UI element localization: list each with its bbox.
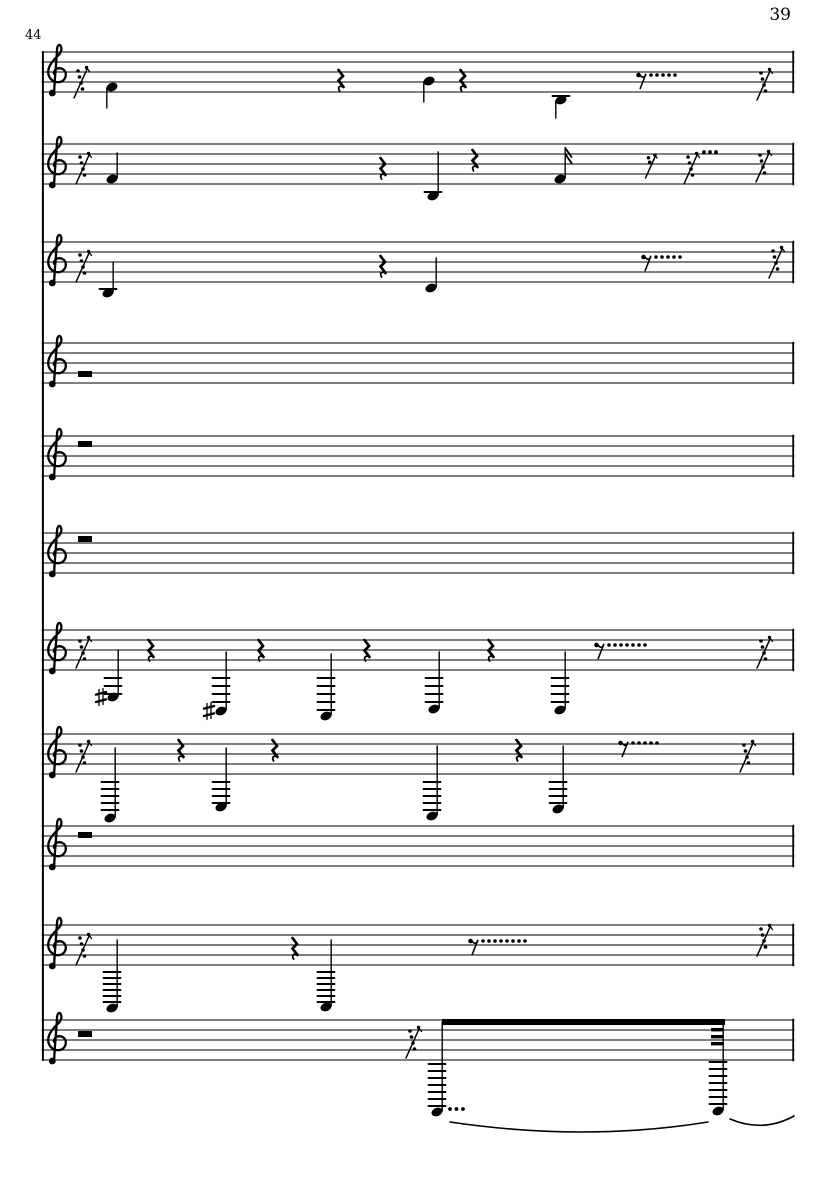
grace-dot <box>78 253 82 257</box>
augmentation-dot <box>461 1107 465 1111</box>
rest-dot <box>649 741 653 745</box>
grace-dot <box>747 761 751 765</box>
grace-dot <box>83 761 87 765</box>
grace-dot <box>80 259 84 263</box>
treble-clef-icon <box>48 137 66 188</box>
grace-dot <box>771 249 775 253</box>
quarter-rest-hook <box>293 954 298 959</box>
slur <box>450 1122 708 1132</box>
quarter-rest-hook <box>273 756 278 761</box>
grace-dot <box>78 936 82 940</box>
beam-stub <box>711 1028 723 1031</box>
beam-stub <box>711 1035 723 1038</box>
staff-4 <box>42 336 794 387</box>
grace-dot <box>774 261 778 265</box>
staff-10 <box>42 918 794 1014</box>
grace-dot <box>78 639 82 643</box>
rest-dot <box>667 73 671 77</box>
eighth-rest <box>636 73 646 89</box>
grace-dot <box>78 155 82 159</box>
rest-dot <box>672 255 676 259</box>
whole-rest <box>78 1031 92 1037</box>
rest-dot <box>481 939 485 943</box>
quarter-rest <box>293 938 298 959</box>
eighth-rest <box>468 939 478 955</box>
quarter-rest-body <box>489 640 494 657</box>
quarter-rest <box>339 70 344 91</box>
grace-dot <box>648 160 652 164</box>
grace-dot <box>686 155 690 159</box>
rest-dot <box>666 255 670 259</box>
grace-dot <box>410 1035 414 1039</box>
rest-dot <box>655 73 659 77</box>
grace-dot <box>689 167 693 171</box>
grace-dot <box>83 657 87 661</box>
treble-clef-icon <box>48 526 66 577</box>
rest-dot <box>660 255 664 259</box>
slur <box>730 1116 794 1125</box>
quarter-rest-body <box>461 70 466 87</box>
grace-dot <box>81 948 85 952</box>
grace-dot <box>81 755 85 759</box>
rest-dot <box>631 741 635 745</box>
clef-tail-dot <box>49 90 56 97</box>
treble-clef-icon <box>48 819 66 870</box>
rest-dot <box>607 643 611 647</box>
treble-clef-icon <box>48 918 66 969</box>
clef-tail-dot <box>49 772 56 779</box>
grace-dot <box>745 755 749 759</box>
sharp-icon <box>204 713 214 716</box>
clef-tail-dot <box>49 963 56 970</box>
grace-dot <box>759 71 763 75</box>
rest-dot <box>637 741 641 745</box>
quarter-rest-hook <box>461 86 466 91</box>
treble-clef-icon <box>48 727 66 778</box>
quarter-rest-hook <box>381 272 386 277</box>
whole-rest <box>78 371 92 377</box>
grace-dot <box>762 651 766 655</box>
clef-tail-dot <box>49 474 56 481</box>
grace-dot <box>80 645 84 649</box>
grace-dot <box>759 639 763 643</box>
rest-dot <box>499 939 503 943</box>
grace-dot <box>81 167 85 171</box>
clef-tail-dot <box>49 571 56 578</box>
whole-rest <box>78 832 92 838</box>
rest-dot <box>517 939 521 943</box>
quarter-rest-body <box>339 70 344 87</box>
beam-stub <box>711 1042 723 1045</box>
rest-dot <box>511 939 515 943</box>
staff-1 <box>42 45 794 118</box>
grace-dot <box>80 749 84 753</box>
rest-dot <box>523 939 527 943</box>
grace-dot <box>411 1041 415 1045</box>
quarter-rest-hook <box>381 174 386 179</box>
grace-dot <box>78 75 82 79</box>
grace-dot <box>761 645 765 649</box>
rest-dot <box>661 73 665 77</box>
quarter-rest-body <box>149 640 154 657</box>
rest-dot <box>505 939 509 943</box>
clef-tail-dot <box>49 864 56 871</box>
clef-tail-dot <box>49 668 56 675</box>
quarter-rest-hook <box>517 756 522 761</box>
clef-tail-dot <box>49 1058 56 1065</box>
quarter-rest <box>381 158 386 179</box>
treble-clef-icon <box>48 336 66 387</box>
whole-rest <box>78 441 92 447</box>
quarter-rest <box>273 740 278 761</box>
quarter-rest <box>473 150 478 171</box>
rest-dot <box>619 643 623 647</box>
grace-dot <box>761 77 765 81</box>
grace-dot <box>647 156 651 160</box>
rest-dot <box>493 939 497 943</box>
grace-dot <box>763 171 767 175</box>
tremolo-beam <box>442 1019 725 1025</box>
augmentation-dot <box>455 1107 459 1111</box>
treble-clef-icon <box>48 235 66 286</box>
rest-dot <box>654 255 658 259</box>
rest-dot <box>643 643 647 647</box>
treble-clef-icon <box>48 1013 66 1064</box>
clef-tail-dot <box>49 381 56 388</box>
staff-3 <box>42 235 794 299</box>
staff-11 <box>42 1013 794 1132</box>
augmentation-dot <box>708 150 712 154</box>
rest-dot <box>643 741 647 745</box>
grace-dot <box>83 954 87 958</box>
quarter-rest <box>461 70 466 91</box>
grace-dot <box>81 651 85 655</box>
rest-dot <box>673 73 677 77</box>
grace-slash <box>646 156 656 179</box>
grace-dot <box>773 255 777 259</box>
grace-dot <box>79 81 83 85</box>
eighth-rest <box>594 643 604 659</box>
rest-dot <box>649 73 653 77</box>
grace-dot <box>78 743 82 747</box>
rest-dot <box>631 643 635 647</box>
measure-number: 44 <box>25 28 42 43</box>
grace-dot <box>80 942 84 946</box>
quarter-rest <box>179 740 184 761</box>
grace-dot <box>76 69 80 73</box>
staff-9 <box>42 819 794 870</box>
grace-dot <box>764 89 768 93</box>
eighth-rest <box>641 255 651 271</box>
grace-dot <box>688 161 692 165</box>
grace-dot <box>776 267 780 271</box>
staff-2 <box>42 137 794 202</box>
grace-dot <box>762 939 766 943</box>
grace-dot <box>81 265 85 269</box>
rest-dot <box>678 255 682 259</box>
grace-dot <box>759 927 763 931</box>
quarter-rest-body <box>365 640 370 657</box>
staff-5 <box>42 429 794 480</box>
quarter-rest <box>517 740 522 761</box>
treble-clef-icon <box>48 45 66 96</box>
rest-dot <box>655 741 659 745</box>
augmentation-dot <box>448 1107 452 1111</box>
grace-dot <box>764 657 768 661</box>
quarter-rest-body <box>381 256 386 273</box>
quarter-rest <box>381 256 386 277</box>
grace-dot <box>413 1047 417 1051</box>
grace-dot <box>760 159 764 163</box>
clef-tail-dot <box>49 280 56 287</box>
clef-tail-dot <box>49 182 56 189</box>
quarter-rest-body <box>381 158 386 175</box>
grace-dot <box>758 153 762 157</box>
page-number: 39 <box>769 5 791 25</box>
grace-dot <box>691 173 695 177</box>
sharp-icon <box>96 699 106 702</box>
grace-dot <box>761 933 765 937</box>
grace-dot <box>742 743 746 747</box>
quarter-rest-hook <box>473 166 478 171</box>
staff-6 <box>42 526 794 577</box>
grace-dot <box>761 165 765 169</box>
rest-dot <box>487 939 491 943</box>
staff-8 <box>42 727 794 824</box>
augmentation-dot <box>702 150 706 154</box>
staff-7 <box>42 623 794 722</box>
rest-dot <box>613 643 617 647</box>
quarter-rest-hook <box>339 86 344 91</box>
treble-clef-icon <box>48 429 66 480</box>
sharp-icon <box>204 706 214 709</box>
rest-dot <box>625 643 629 647</box>
treble-clef-icon <box>48 623 66 674</box>
grace-dot <box>764 945 768 949</box>
quarter-rest-body <box>293 938 298 955</box>
grace-dot <box>762 83 766 87</box>
whole-rest <box>78 536 92 542</box>
grace-dot <box>744 749 748 753</box>
grace-dot <box>80 161 84 165</box>
quarter-rest-hook <box>179 756 184 761</box>
rest-dot <box>637 643 641 647</box>
augmentation-dot <box>714 150 718 154</box>
grace-dot <box>408 1029 412 1033</box>
grace-dot <box>81 87 85 91</box>
grace-dot <box>83 173 87 177</box>
grace-dot <box>83 271 87 275</box>
quarter-rest-body <box>259 640 264 657</box>
